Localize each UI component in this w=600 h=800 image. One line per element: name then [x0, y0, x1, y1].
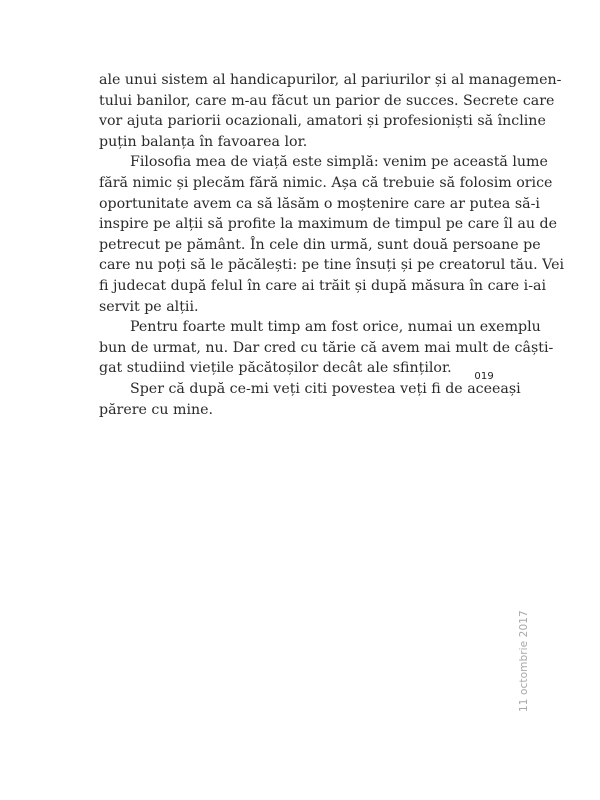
text-line: servit pe alții. [99, 298, 199, 315]
text-line: tului banilor, care m-au făcut un parior de succes. Secrete care [99, 92, 555, 109]
text-line: ale unui sistem al handicapurilor, al pariurilor și al managemen- [99, 72, 562, 88]
body-text [99, 70, 565, 420]
text-line: petrecut pe pământ. În cele din urmă, sunt două persoane pe [99, 236, 541, 253]
text-line: bun de urmat, nu. Dar cred cu tărie că avem mai mult de câști- [99, 339, 554, 356]
text-line: gat studiind viețile păcătoșilor decât ale sfinților. [99, 360, 452, 377]
text-line: Pentru foarte mult timp am fost orice, numai un exemplu [130, 319, 541, 336]
text-line: fi judecat după felul în care ai trăit și după măsura în care i-ai [99, 277, 546, 294]
text-line: puțin balanța în favoarea lor. [99, 133, 308, 150]
side-date: 11 octombrie 2017 [518, 610, 530, 712]
text-line: Sper că după ce-mi veți citi povestea veți fi de aceeași [130, 380, 521, 397]
page-number: 019 [474, 371, 494, 382]
text-line: inspire pe alții să profite la maximum de timpul pe care îl au de [99, 216, 557, 233]
text-line: Filosofia mea de viață este simplă: venim pe această lume [130, 154, 548, 171]
text-line: vor ajuta pariorii ocazionali, amatori și profesioniști să încline [99, 113, 546, 130]
text-line: care nu poți să le păcălești: pe tine însuți și pe creatorul tău. Vei [99, 257, 565, 274]
text-line: fără nimic și plecăm fără nimic. Așa că trebuie să folosim orice [99, 174, 553, 191]
text-line: părere cu mine. [99, 401, 214, 418]
text-line: oportunitate avem ca să lăsăm o moștenire care ar putea să-i [99, 195, 540, 212]
